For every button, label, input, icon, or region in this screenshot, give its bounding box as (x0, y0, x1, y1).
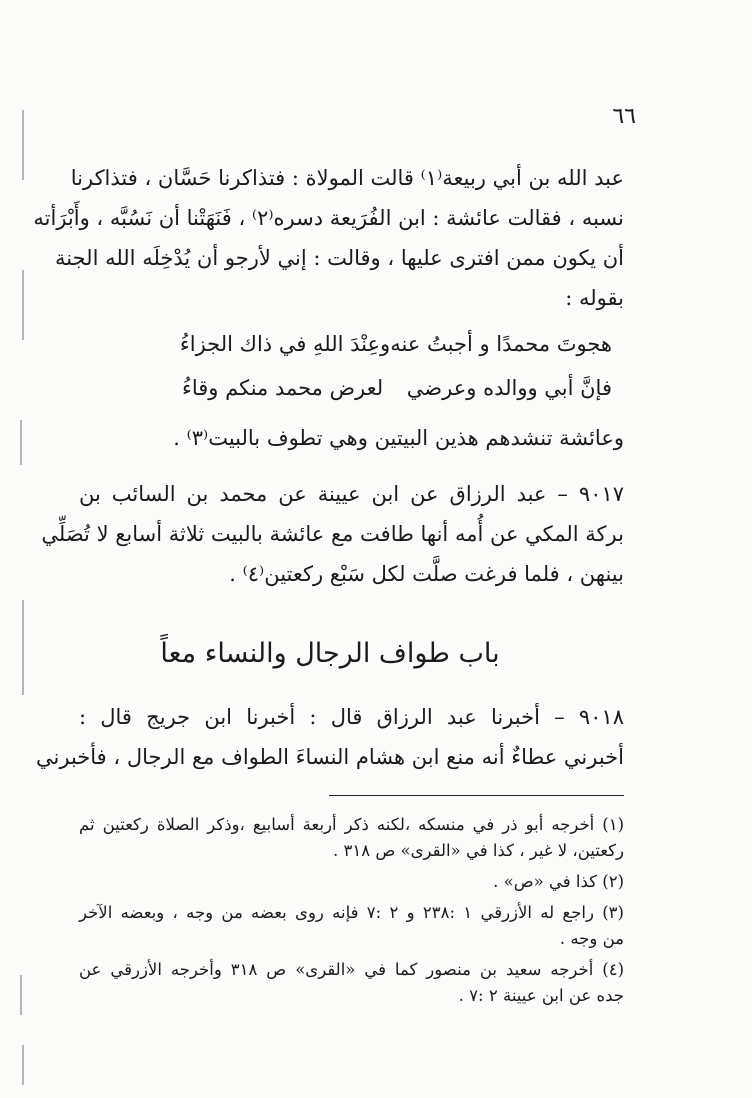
footnote-3 (79, 900, 624, 952)
footnote-separator (329, 795, 624, 796)
verse-first-hemistich: فإنَّ أبي ووالده وعرضي (406, 376, 612, 400)
paragraph-2 (79, 418, 624, 458)
chapter-title-text: باب طواف الرجال والنساء معاً (160, 638, 500, 669)
text-line: نسبه ، فقالت عائشة : ابن الفُرَيعة دسره⁽٢⁾ ، فَنَهَتْنا أن نَسُبَّه ، وأَبْرَأته (33, 206, 624, 230)
text-line: بركة المكي عن أُمه أنها طافت مع عائشة بالبيت ثلاثة أسابع لا تُصَلِّي (41, 522, 624, 546)
footnotes (79, 812, 624, 1014)
footnote-line: (٢) كذا في «ص» . (493, 872, 624, 891)
scan-margin-mark (22, 110, 24, 180)
footnote-line: ركعتين، لا غير ، كذا في «القرى» ص ٣١٨ . (333, 841, 624, 860)
text-line: ٩٠١٧ – عبد الرزاق عن ابن عيينة عن محمد بن السائب بن (79, 482, 624, 506)
footnote-4 (79, 957, 624, 1009)
footnote-1 (79, 812, 624, 864)
verse-first-hemistich: هجوتَ محمدًا و أجبتُ عنه (390, 332, 612, 356)
footnote-line: (٣) راجع له الأزرقي ١ :٢٣٨ و ٢ :٧ فإنه روى بعضه من وجه ، وبعضه الآخر (79, 903, 624, 922)
hadith-9018 (36, 697, 624, 777)
verse-line (179, 322, 612, 366)
text-line: ٩٠١٨ – أخبرنا عبد الرزاق قال : أخبرنا ابن جريج قال : (79, 705, 624, 729)
verse-second-hemistich: لعرض محمد منكم وقاءُ (182, 376, 384, 400)
hadith-9017 (41, 474, 624, 594)
footnote-line: جده عن ابن عيينة ٢ :٧ . (458, 986, 624, 1005)
text-line: بينهن ، فلما فرغت صلَّت لكل سَبْع ركعتين⁽٤⁾ . (229, 562, 624, 586)
footnote-line: من وجه . (559, 929, 624, 948)
verse-line (182, 366, 612, 410)
text-line: عبد الله بن أبي ربيعة⁽١⁾ قالت المولاة : فتذاكرنا حَسَّان ، فتذاكرنا (70, 166, 624, 190)
scan-margin-mark (20, 420, 22, 465)
text-line: أن يكون ممن افترى عليها ، وقالت : إني لأرجو أن يُدْخِلَه الله الجنة (55, 246, 624, 270)
scan-margin-mark (22, 1045, 24, 1085)
scan-margin-mark (22, 270, 24, 340)
footnote-line: (١) أخرجه أبو ذر في منسكه ،لكنه ذكر أربعة أسابيع ،وذكر الصلاة ركعتين ثم (79, 815, 624, 834)
page-number: ٦٦ (612, 104, 636, 129)
footnote-line: (٤) أخرجه سعيد بن منصور كما في «القرى» ص ٣١٨ وأخرجه الأزرقي عن (79, 960, 624, 979)
paragraph-1 (33, 158, 624, 318)
poem-verses (179, 322, 612, 410)
text-line: أخبرني عطاءٌ أنه منع ابن هشام النساءَ الطواف مع الرجال ، فأخبرني (36, 745, 624, 769)
text-line: وعائشة تنشدهم هذين البيتين وهي تطوف بالبيت⁽٣⁾ . (173, 426, 624, 450)
text-line: بقوله : (565, 286, 624, 310)
scan-margin-mark (20, 975, 22, 1015)
footnote-2 (79, 869, 624, 895)
verse-second-hemistich: وعِنْدَ اللهِ في ذاك الجزاءُ (179, 332, 391, 356)
chapter-title (0, 632, 752, 676)
